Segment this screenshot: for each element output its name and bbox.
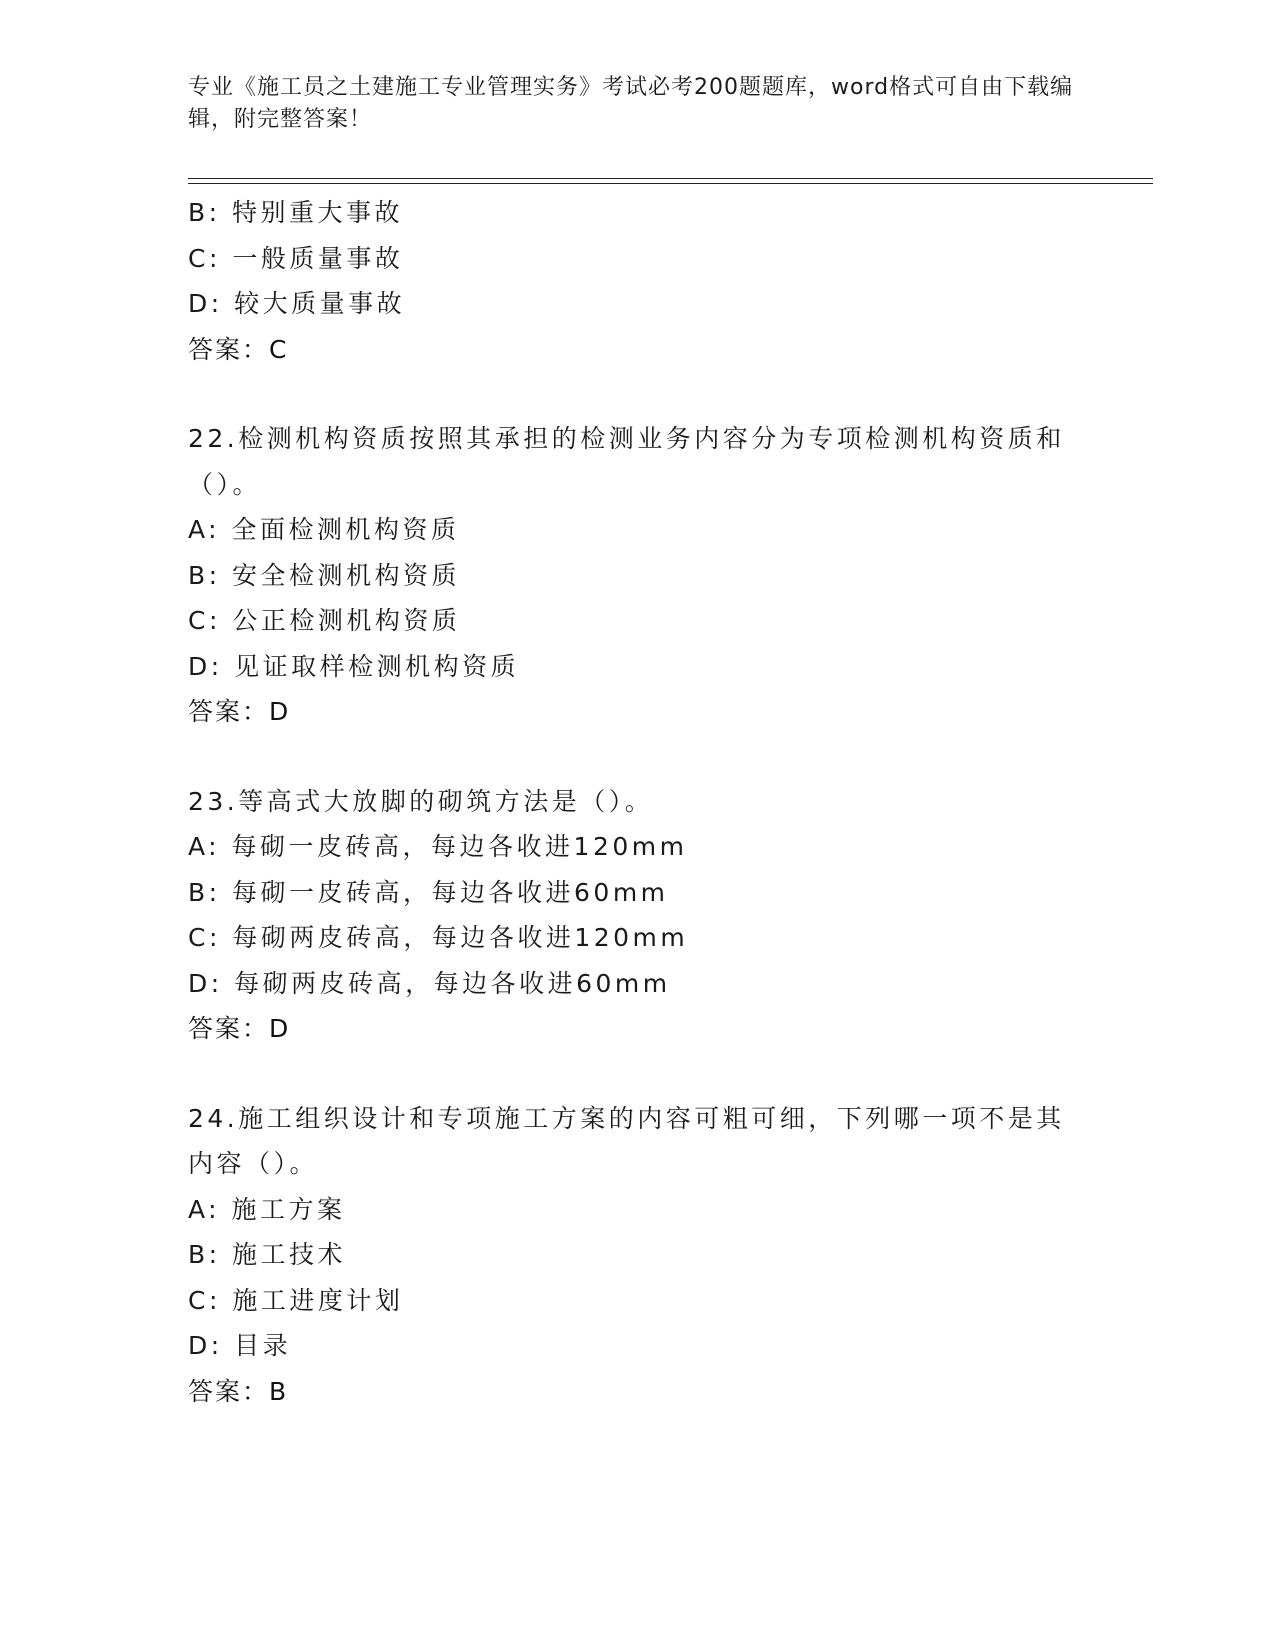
option-d: D: 目录 (188, 1331, 292, 1360)
option-d: D: 较大质量事故 (188, 289, 406, 318)
answer: 答案：D (188, 697, 291, 726)
question-text-continued: （）。 (188, 469, 262, 499)
question-21-tail (188, 190, 1088, 372)
answer: 答案：C (188, 334, 289, 364)
question-24 (188, 1096, 1088, 1415)
option-c: C: 公正检测机构资质 (188, 606, 461, 635)
header-rule-top (188, 178, 1153, 179)
option-a: A: 每砌一皮砖高，每边各收进120mm (188, 832, 688, 861)
question-22 (188, 416, 1088, 735)
question-text: 22.检测机构资质按照其承担的检测业务内容分为专项检测机构资质和 (188, 424, 1065, 453)
question-text: 24.施工组织设计和专项施工方案的内容可粗可细，下列哪一项不是其 (188, 1103, 1065, 1133)
spacer (188, 735, 1088, 779)
spacer (188, 1052, 1088, 1096)
option-d: D: 见证取样检测机构资质 (188, 651, 520, 681)
option-c: C: 施工进度计划 (188, 1285, 404, 1315)
answer: 答案：B (188, 1376, 289, 1406)
answer: 答案：D (188, 1014, 291, 1043)
spacer (188, 372, 1088, 416)
option-a: A: 施工方案 (188, 1194, 346, 1224)
option-a: A: 全面检测机构资质 (188, 515, 460, 544)
header-rule-bottom (188, 183, 1153, 184)
option-c: C: 一般质量事故 (188, 243, 404, 273)
question-text: 23.等高式大放脚的砌筑方法是（）。 (188, 786, 654, 816)
option-b: B: 安全检测机构资质 (188, 560, 461, 590)
document-header: 专业《施工员之土建施工专业管理实务》考试必考200题题库，word格式可自由下载编辑，附完整答案！ (188, 75, 1074, 132)
question-content (188, 190, 1088, 1414)
question-text-continued: 内容（）。 (188, 1149, 319, 1178)
option-d: D: 每砌两皮砖高，每边各收进60mm (188, 968, 671, 998)
option-b: B: 施工技术 (188, 1240, 347, 1269)
option-c: C: 每砌两皮砖高，每边各收进120mm (188, 923, 689, 952)
option-b: B: 每砌一皮砖高，每边各收进60mm (188, 877, 669, 907)
option-b: B: 特别重大事故 (188, 198, 404, 227)
question-23 (188, 779, 1088, 1052)
